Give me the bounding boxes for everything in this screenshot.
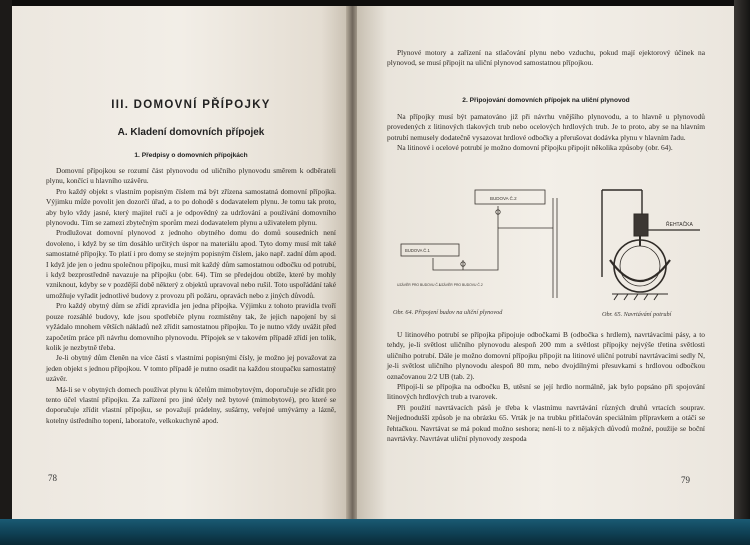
paragraph: Plynové motory a zařízení na stlačování plynu nebo vzduchu, pokud mají ejektorový účinek na plynovod, se musí připojit na uliční plynovod samostatnou přípojkou. [387,48,705,68]
label-valve-2: UZÁVĚR PRO BUDOVU Č.2 [439,283,483,287]
paragraph: Prodlužovat domovní plynovod z jednoho obytného domu do domů sousedních není dovoleno, i když by se tím dosáhlo určitých úspor na materiálu apod. Tyto domy musí mít také samostatné přípojky. To platí i pro domy se stejným popisným číslem, jako např. zadní dům apod. I když jde jen o jednu společnou přípojku, musí mít každý dům samostatnou odbočku od potrubí, i když bezprostředně navazuje na přípojku (obr. 64). Tím se předejdou obtíže, které by mohly vzniknout, kdyby se v pozdější době některý z objektů upravoval nebo rušil. Toto uspořádání také umožňuje vyřadit jednotlivé budovy z provozu při požáru, opravách nebo z jiných důvodů. [46,228,336,300]
book-bottom-edge [0,519,750,545]
paragraph: U litinového potrubí se přípojka připojuje odbočkami B (odbočka s hrdlem), navrtávacími pásy, a to tehdy, je-li světlost uličního plynovodu alespoň 200 mm a světlost přípojky nejvýše třetina světlosti uličního potrubí. Dále je možno domovní přípojku připojit na litinové uliční potrubí navrtávacími sedly N, je-li světlost uličního plynovodu alespoň 80 mm, nebo dvojdílnými přesuvkami s hrdlovou odbočkou označovanou 2/2 UB (tab. 2). [387,330,705,381]
left-page [12,6,348,519]
page-number-left: 78 [48,473,57,483]
label-valve-1: UZÁVĚR PRO BUDOVU Č.1 [397,283,441,287]
figure-64-building-connections [393,188,568,306]
paragraph: Na litinové i ocelové potrubí je možno domovní přípojku připojit několika způsoby (obr. 64). [397,143,673,153]
paragraph: Pro každý objekt s vlastním popisným číslem má být zřízena samostatná domovní přípojka. Výjimku může povolit jen dozorčí úřad, a to po dohodě s dodavatelem plynu. Je tomu tak proto, aby bylo vždy jasné, který majitel ručí a je odpovědný za udržování a používání domovního plynovodu. Tím se zamezí zbytečným sporům mezi dodavatelem plynu a uživatelem plynu. [46,186,336,228]
left-body-text [46,166,336,426]
paragraph: Domovní přípojkou se rozumí část plynovodu od uličního plynovodu směrem k odběrateli plynu, končící u hlavního uzávěru. [46,166,336,186]
right-body-text-top [387,112,705,154]
label-building-2: BUDOVA Č.2 [490,196,517,201]
paragraph: Při použití navrtávacích pásů je třeba k vlastnímu navrtávání různých druhů vrtacích souprav. Nejjednodušší způsob je na obrázku 65. Vrták je na trubku přitlačován speciálním přípravkem a otáčí se řehtačkou. Navrtávat se má pokud možno seshora; není-li to z nějakých důvodů možné, použije se boční navrtávky. Navrtávat uliční plynovody zespoda [387,402,705,444]
figure-65-caption: Obr. 65. Navrtávání potrubí [602,311,672,318]
paragraph: Je-li obytný dům členěn na více částí s vlastními popisnými čísly, je možno jej považovat za jeden objekt s jednou přípojkou. V tomto případě je nutno osadit na každou stoupačku samostatný uzávěr. [46,353,336,384]
intro-text [387,48,705,69]
right-page [357,6,734,519]
figure-64-caption: Obr. 64. Připojení budov na uliční plynovod [393,309,503,316]
paragraph: Pro každý obytný dům se zřídí zpravidla jen jedna přípojka. Výjimku z tohoto pravidla tvoří pouze rozsáhlé budovy, kde jsou spotřebiče plynu rozmístěny tak, že jejich napojení by si vyžádalo mnohem větších nákladů než zřídit samostatnou přípojku. To je nutno vždy uvážit před započetím práce při návrhu domovního plynovodu. Přípojek se v takovém případě zřídí jen tolik, kolik je nezbytně třeba. [46,301,336,352]
subsection-title-right: 2. Připojování domovních přípojek na uliční plynovod [462,97,630,104]
label-ratchet: ŘEHTAČKA [666,222,693,228]
paragraph: Má-li se v obytných domech používat plynu k účelům mimobytovým, doporučuje se zřídit pro tento účel vlastní přípojku. Za zařízení pro jiné účely než bytové (mimobytové), pro které se doporučuje zřídit vlastní přípojku, se považují prádelny, sušárny, veřejné umývárny a lázně, kotelny ústředního topení, laboratoře, velkokuchyně apod. [46,384,336,425]
label-building-1: BUDOVA Č.1 [405,248,430,253]
figure-65-drilling [582,182,712,308]
paragraph: Na přípojky musí být pamatováno již při návrhu vnějšího plynovodu, a to hlavně u plynovodů provedených z litinových tlakových trub nebo ocelových hrdlových trub. Je to proto, aby se na hlavním potrubí nemusely dodatečně vysazovat hrdlové odbočky a přerušovat dodávka plynu v hlavním řadu. [387,112,705,142]
section-title: A. Kladení domovních přípojek [117,127,265,138]
chapter-title: III. DOMOVNÍ PŘÍPOJKY [111,99,271,111]
paragraph: Připojí-li se přípojka na odbočku B, utěsní se její hrdlo normálně, jak bylo popsáno při spojování litinových hrdlových trub a tvarovek. [387,382,705,402]
subsection-title: 1. Předpisy o domovních přípojkách [134,152,248,159]
book-cover-left [0,0,12,545]
book-cover-right [734,0,750,545]
page-number-right: 79 [681,475,690,485]
right-body-text-bottom [387,330,705,444]
